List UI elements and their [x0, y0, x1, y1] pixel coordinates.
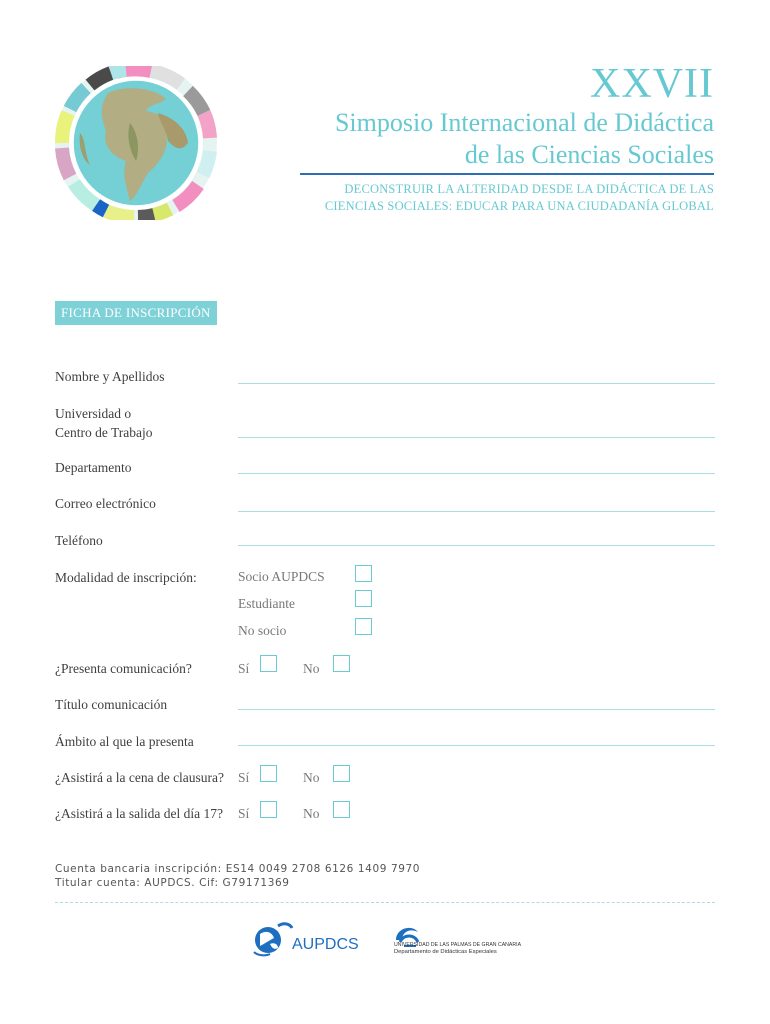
- university-label: [55, 404, 153, 442]
- title-rule: [300, 173, 714, 175]
- scope-label: Ámbito al que la presenta: [55, 734, 194, 749]
- modality-label: Modalidad de inscripción:: [55, 570, 197, 585]
- trip-no-checkbox[interactable]: [333, 801, 350, 818]
- scope-field[interactable]: [238, 745, 715, 746]
- presents-yes-label: Sí: [238, 661, 250, 676]
- aupdcs-wordmark: AUPDCS: [292, 936, 359, 953]
- email-label: Correo electrónico: [55, 496, 156, 511]
- modality-no-socio-checkbox[interactable]: [355, 618, 372, 635]
- ulpgc-name: UNIVERSIDAD DE LAS PALMAS DE GRAN CANARIA: [394, 942, 522, 948]
- bank-account: Cuenta bancaria inscripción: ES14 0049 2708 6126 1409 7970: [55, 863, 421, 875]
- ulpgc-department: Departamento de Didácticas Especiales: [394, 949, 497, 955]
- globe-emblem-icon: [52, 66, 220, 220]
- symposium-title-line2: de las Ciencias Sociales: [464, 140, 714, 169]
- phone-label: Teléfono: [55, 533, 103, 548]
- dinner-yes-checkbox[interactable]: [260, 765, 277, 782]
- title-field[interactable]: [238, 709, 715, 710]
- modality-socio-checkbox[interactable]: [355, 565, 372, 582]
- email-field[interactable]: [238, 511, 715, 512]
- trip-no-label: No: [303, 806, 320, 821]
- modality-estudiante-checkbox[interactable]: [355, 590, 372, 607]
- trip-yes-label: Sí: [238, 806, 250, 821]
- dinner-label: ¿Asistirá a la cena de clausura?: [55, 770, 225, 785]
- name-label: Nombre y Apellidos: [55, 369, 165, 384]
- university-label-line1: Universidad o: [55, 406, 132, 421]
- account-holder: Titular cuenta: AUPDCS. Cif: G79171369: [55, 877, 290, 889]
- university-field[interactable]: [238, 437, 715, 438]
- edition-number: XXVII: [590, 61, 714, 107]
- presents-label: ¿Presenta comunicación?: [55, 661, 192, 676]
- bank-info: [55, 862, 420, 890]
- presents-yes-checkbox[interactable]: [260, 655, 277, 672]
- aupdcs-logo: [248, 918, 388, 963]
- footer-divider: [55, 902, 715, 903]
- symposium-title-line1: Simposio Internacional de Didáctica: [334, 108, 714, 137]
- trip-yes-checkbox[interactable]: [260, 801, 277, 818]
- department-label: Departamento: [55, 460, 132, 475]
- theme-line2: CIENCIAS SOCIALES: EDUCAR PARA UNA CIUDADANÍA GLOBAL: [324, 199, 714, 213]
- name-field[interactable]: [238, 383, 715, 384]
- presents-no-checkbox[interactable]: [333, 655, 350, 672]
- ulpgc-emblem-icon: [390, 918, 540, 958]
- phone-field[interactable]: [238, 545, 715, 546]
- dinner-yes-label: Sí: [238, 770, 250, 785]
- section-title: FICHA DE INSCRIPCIÓN: [55, 301, 217, 325]
- university-label-line2: Centro de Trabajo: [55, 425, 153, 440]
- dinner-no-checkbox[interactable]: [333, 765, 350, 782]
- symposium-theme: [294, 181, 714, 215]
- trip-label: ¿Asistirá a la salida del día 17?: [55, 806, 223, 821]
- presents-no-label: No: [303, 661, 320, 676]
- aupdcs-globe-icon: [248, 918, 388, 958]
- department-field[interactable]: [238, 473, 715, 474]
- title-label: Título comunicación: [55, 697, 168, 712]
- modality-option-estudiante: Estudiante: [238, 596, 295, 611]
- ulpgc-logo: [390, 918, 540, 963]
- theme-line1: DECONSTRUIR LA ALTERIDAD DESDE LA DIDÁCTICA DE LAS: [344, 182, 714, 196]
- modality-option-no-socio: No socio: [238, 623, 287, 638]
- dinner-no-label: No: [303, 770, 320, 785]
- modality-option-socio: Socio AUPDCS: [238, 569, 325, 584]
